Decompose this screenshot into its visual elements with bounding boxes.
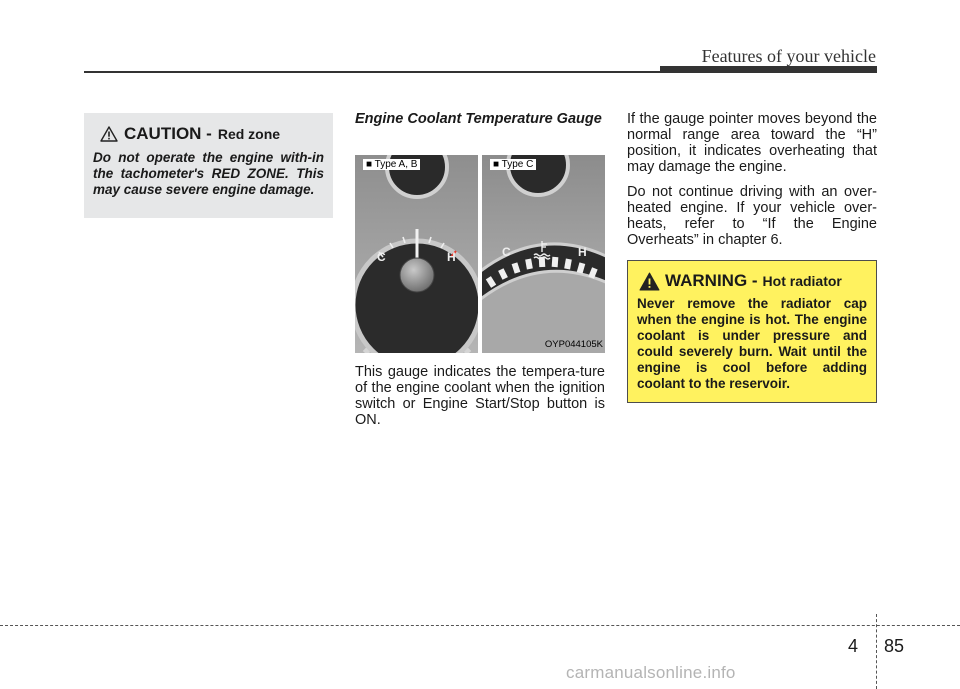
caution-icon	[100, 126, 118, 142]
caution-box	[84, 113, 333, 218]
caution-text: Do not operate the engine with-in the tachometer's RED ZONE. This may cause severe engine damage.	[93, 150, 324, 197]
warning-heading	[639, 271, 867, 291]
caution-subtitle: Red zone	[217, 126, 281, 142]
warning-subtitle: Hot radiator	[762, 273, 842, 289]
warning-word: WARNING -	[665, 271, 758, 290]
gauge-type-c-illustration	[482, 155, 605, 353]
warning-icon	[639, 272, 660, 291]
section-title: Engine Coolant Temperature Gauge	[355, 111, 602, 127]
gauge-type-ab-illustration	[355, 155, 478, 353]
gauge-description: This gauge indicates the tempera-ture of the engine coolant when the ignition switch or Engine Start/Stop button is ON.	[355, 364, 605, 428]
watermark: carmanualsonline.info	[566, 663, 736, 682]
header-rule	[84, 71, 660, 73]
running-header: Features of your vehicle	[701, 46, 876, 66]
caution-heading	[100, 124, 324, 144]
page-number: 85	[884, 636, 905, 656]
warning-text: Never remove the radiator cap when the engine is hot. The engine coolant is under pressure and could severely burn. Wait until the engine is cool before adding coolant to the reservoir.	[637, 296, 867, 391]
header-rule-accent	[660, 66, 877, 73]
gauge-panel-type-c	[482, 155, 605, 353]
overheat-text	[627, 111, 877, 257]
gauge-hot-label: H	[447, 250, 456, 264]
gauge-figure	[355, 155, 605, 353]
gauge-c-cold-label: C	[502, 245, 511, 259]
gauge-panel-type-ab	[355, 155, 478, 353]
overheat-paragraph-1: If the gauge pointer moves beyond the normal range area toward the “H” position, it indicates overheating that may damage the engine.	[627, 111, 877, 175]
footer-divider	[876, 614, 877, 689]
caution-word: CAUTION -	[124, 124, 212, 143]
figure-code: OYP044105K	[544, 339, 603, 350]
gauge-c-hot-label: H	[578, 245, 587, 259]
footer-rule	[0, 625, 960, 626]
overheat-paragraph-2: Do not continue driving with an over-heated engine. If your vehicle over-heats, refer to “If the Engine Overheats” in chapter 6.	[627, 184, 877, 248]
chapter-number: 4	[848, 636, 859, 656]
warning-box	[627, 260, 877, 403]
gauge-cold-label: C	[377, 250, 386, 264]
figure-label-type-c: ■ Type C	[490, 159, 536, 170]
figure-label-type-ab: ■ Type A, B	[363, 159, 420, 170]
